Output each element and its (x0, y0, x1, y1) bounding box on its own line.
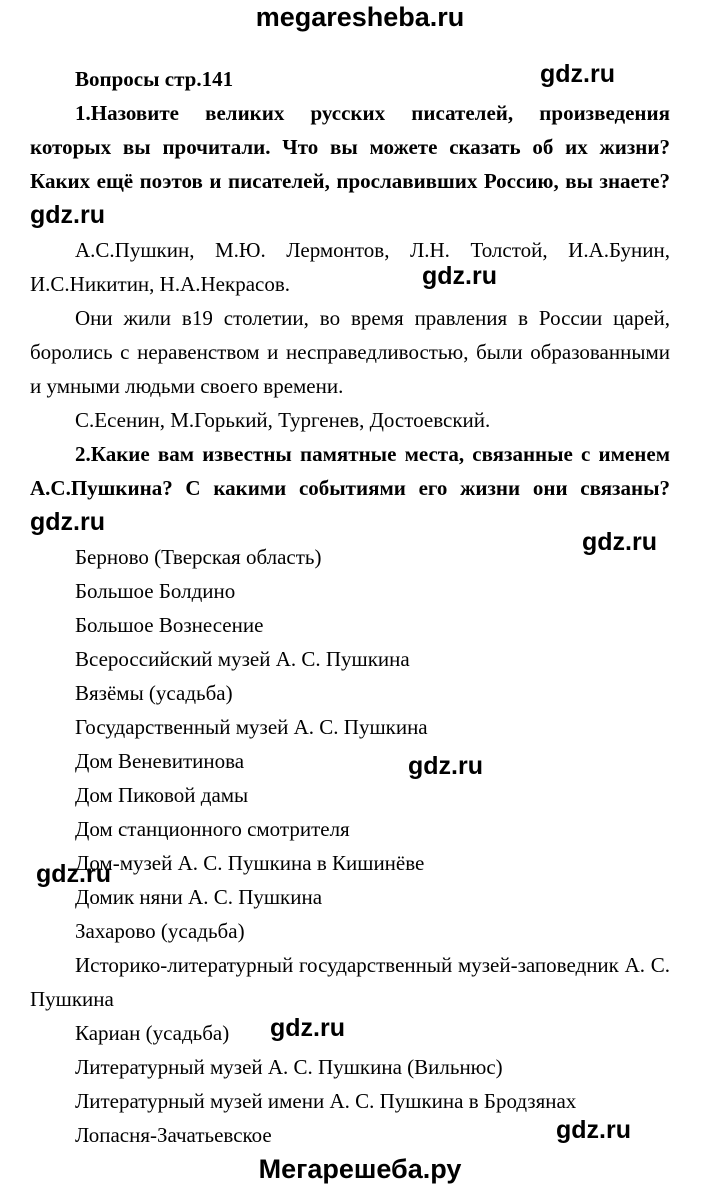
watermark: gdz.ru (270, 1014, 345, 1042)
question-1 (30, 96, 670, 233)
watermark: gdz.ru (422, 262, 497, 290)
question-2 (30, 437, 670, 540)
list-item: Государственный музей А. С. Пушкина (75, 715, 428, 739)
site-footer: Мегарешеба.ру (258, 1154, 462, 1184)
list-item: Дом Пиковой дамы (75, 783, 249, 807)
document-body (30, 62, 670, 1152)
list-item: Лопасня-Зачатьевское (75, 1123, 272, 1147)
list-item: Домик няни А. С. Пушкина (75, 885, 323, 909)
list-item: Большое Болдино (75, 579, 236, 603)
list-item: Литературный музей имени А. С. Пушкина в Бродзянах (75, 1089, 577, 1113)
watermark: gdz.ru (408, 752, 483, 780)
list-item: Дом-музей А. С. Пушкина в Кишинёве (75, 851, 425, 875)
watermark: gdz.ru (540, 60, 615, 88)
list-item: Литературный музей А. С. Пушкина (Вильнюс) (75, 1055, 503, 1079)
section-title: Вопросы стр.141 (75, 67, 234, 91)
watermark: gdz.ru (30, 201, 105, 229)
list-item: Кариан (усадьба) (75, 1021, 230, 1045)
question-2-text: 2.Какие вам известны памятные места, связанные с именем А.С.Пушкина? С какими событиями его жизни они связаны? (30, 442, 670, 500)
list-item: Историко-литературный государственный музей-заповедник А. С. Пушкина (30, 953, 670, 1011)
watermark: gdz.ru (582, 528, 657, 556)
list-item: Всероссийский музей А. С. Пушкина (75, 647, 410, 671)
watermark: gdz.ru (556, 1116, 631, 1144)
watermark: gdz.ru (30, 508, 105, 536)
list-item: Дом Веневитинова (75, 749, 245, 773)
answer-paragraph: А.С.Пушкин, М.Ю. Лермонтов, Л.Н. Толстой, И.А.Бунин, И.С.Никитин, Н.А.Некрасов. (30, 238, 670, 296)
list-item: Дом станционного смотрителя (75, 817, 350, 841)
list-item: Захарово (усадьба) (75, 919, 245, 943)
answer-paragraph: С.Есенин, М.Горький, Тургенев, Достоевский. (75, 408, 491, 432)
list-item: Вязёмы (усадьба) (75, 681, 233, 705)
question-1-text: 1.Назовите великих русских писателей, произведения которых вы прочитали. Что вы можете сказать об их жизни? Каких ещё поэтов и писателей, прославивших Россию, вы знаете? (30, 101, 670, 193)
site-header: megaresheba.ru (255, 2, 465, 32)
list-item: Большое Вознесение (75, 613, 264, 637)
list-item: Берново (Тверская область) (75, 545, 322, 569)
watermark: gdz.ru (36, 860, 111, 888)
answer-paragraph: Они жили в19 столетии, во время правления в России царей, боролись с неравенством и несправедливостью, были образованными и умными людьми своего времени. (30, 306, 670, 398)
